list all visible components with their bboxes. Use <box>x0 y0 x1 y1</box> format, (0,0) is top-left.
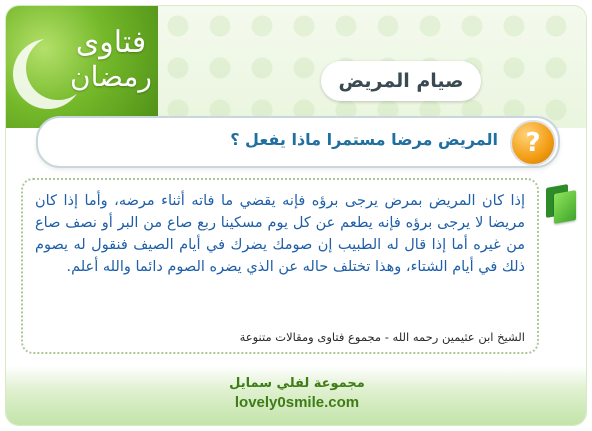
footer-site-name: مجموعة لفلي سمايل <box>229 376 365 391</box>
book-icon <box>546 186 578 222</box>
question-bar <box>36 116 560 168</box>
logo <box>6 6 158 128</box>
logo-line1: فتاوى <box>75 25 147 60</box>
logo-text <box>66 26 156 94</box>
footer <box>6 366 587 426</box>
answer-box <box>21 178 539 354</box>
answer-text: إذا كان المريض بمرض يرجى برؤه فإنه يقضي ما فاته أثناء مرضه، وأما إذا كان مريضا لا يرجى برؤه فإنه يطعم عن كل يوم مسكينا ربع صاع من البر أو نصف صاع من غيره أما إذا قال له الطبيب إن صومك يضرك في أيام الصيف فنقول له يصوم ذلك في أيام الشتاء، وهذا تختلف حاله عن الذي يضره الصوم دائما والله أعلم. <box>35 193 525 275</box>
title-pill <box>321 61 481 101</box>
footer-site-url[interactable]: lovely0smile.com <box>234 394 360 411</box>
page-title: صيام المريض <box>338 70 464 92</box>
source-text: الشيخ ابن عثيمين رحمه الله - مجموع فتاوى ومقالات متنوعة <box>239 330 525 344</box>
question-text: المريض مرضا مستمرا ماذا يفعل ؟ <box>230 130 498 149</box>
header <box>6 6 587 128</box>
logo-line2: رمضان <box>70 60 152 93</box>
question-mark-icon: ? <box>510 120 556 166</box>
fatwa-card <box>5 5 587 426</box>
